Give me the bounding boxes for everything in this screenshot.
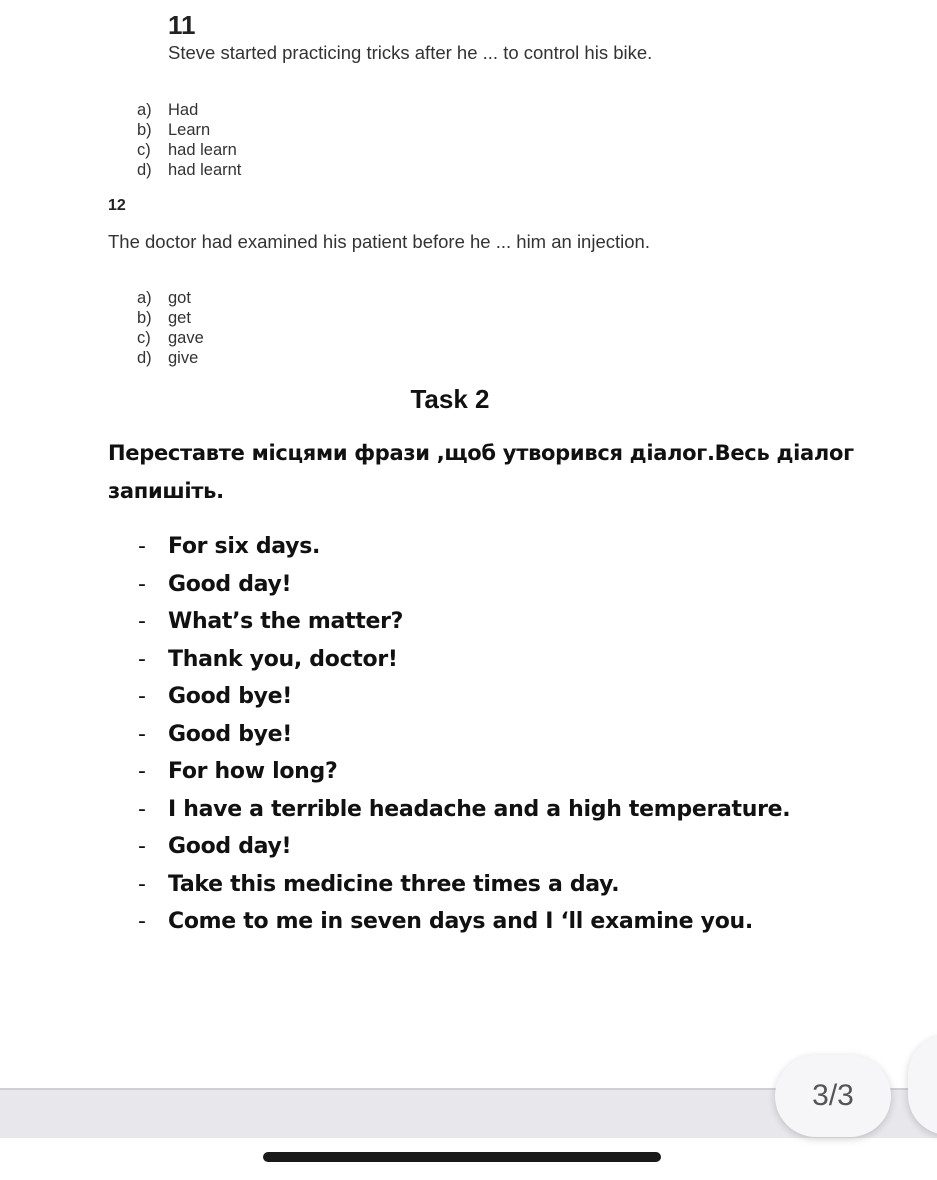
dialog-line: - I have a terrible headache and a high temperature.: [138, 796, 791, 822]
dialog-line: - Take this medicine three times a day.: [138, 871, 620, 897]
dialog-line: - What’s the matter?: [138, 609, 404, 634]
dialog-line: - Good day!: [138, 571, 292, 597]
dialog-line: - Good bye!: [138, 721, 293, 747]
question-11-text: Steve started practicing tricks after he ... to control his bike.: [168, 42, 653, 63]
instruction-line: Переставте місцями фрази ,щоб утворився діалог.Весь діалог: [108, 441, 854, 465]
question-12-text: The doctor had examined his patient before he ... him an injection.: [108, 231, 650, 252]
dialog-line: - For six days.: [138, 534, 321, 559]
home-indicator[interactable]: [263, 1152, 661, 1162]
question-11-options: [137, 100, 241, 180]
dialog-line: - Thank you, doctor!: [138, 646, 398, 672]
task-instruction: [108, 434, 868, 510]
instruction-line: запишіть.: [108, 479, 224, 503]
dialog-list: [138, 528, 790, 941]
page-indicator[interactable]: 3/3: [775, 1055, 891, 1137]
dialog-line: - Good day!: [138, 834, 292, 859]
dialog-line: - For how long?: [138, 759, 338, 784]
option: b) Learn: [137, 121, 211, 139]
option: d) had learnt: [137, 161, 242, 179]
task-title: Task 2: [410, 384, 490, 414]
question-11-number: 11: [168, 10, 196, 40]
option: a) Had: [137, 101, 199, 119]
option: d) give: [137, 349, 199, 367]
option: b) get: [137, 309, 191, 327]
option: c) gave: [137, 329, 204, 347]
option: c) had learn: [137, 141, 237, 159]
question-12-options: [137, 288, 204, 368]
option: a) got: [137, 289, 191, 307]
question-12-number: 12: [108, 197, 126, 214]
dialog-line: - Come to me in seven days and I ‘ll examine you.: [138, 909, 753, 934]
dialog-line: - Good bye!: [138, 684, 293, 709]
